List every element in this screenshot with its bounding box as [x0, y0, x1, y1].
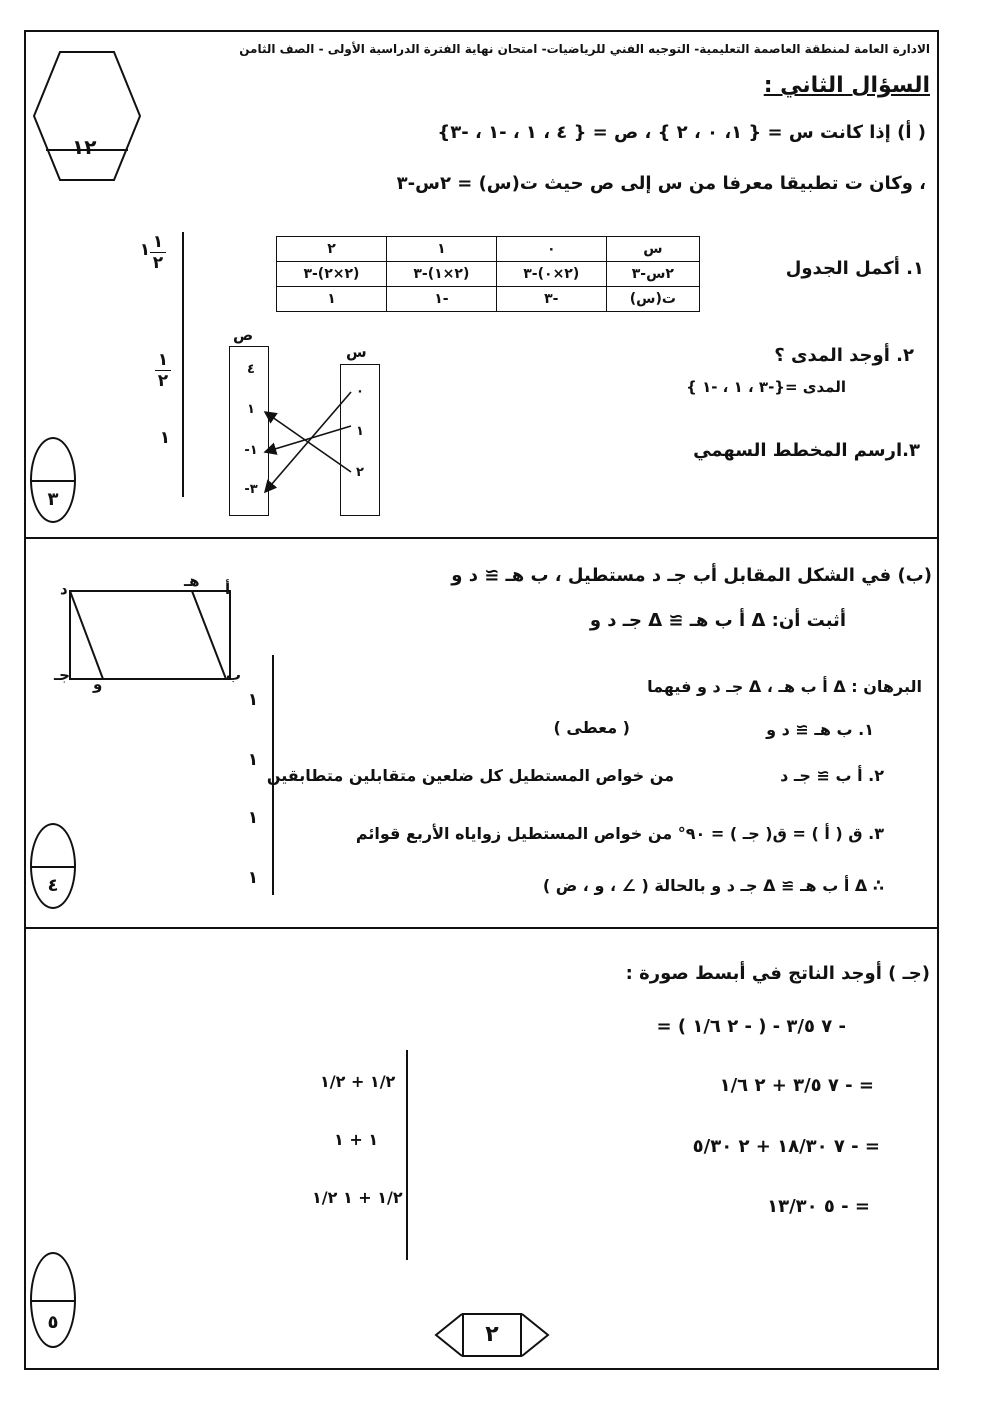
part-b-prove: أثبت أن: Δ أ ب هـ ≅ Δ جـ د و [589, 610, 846, 631]
page-frame [24, 30, 939, 1370]
section-divider-2 [24, 927, 939, 929]
domain-element: ٢ [356, 465, 364, 480]
proof-step1: ١. ب هـ ≅ د و [766, 720, 874, 739]
proof-conclusion: ∴ Δ أ ب هـ ≅ Δ جـ د و بالحالة ( ∠ ، و ، ض ) [542, 876, 884, 895]
table-cell: ٢ [277, 237, 387, 262]
domain-element: ١ [356, 424, 364, 439]
vertex-label-j: جـ [54, 666, 70, 684]
marks-divider [182, 232, 184, 497]
mark-half: ١ ٢ [150, 232, 166, 273]
part-b-statement: (ب) في الشكل المقابل أب جـ د مستطيل ، ب هـ ≅ د و [451, 565, 932, 586]
mark-arrow-diagram: ١ [159, 428, 171, 448]
mapping-arrows [229, 346, 381, 516]
table-row [277, 262, 700, 287]
section-divider-1 [24, 537, 939, 539]
part-c-line: = - ٧ ٣/٥ + ٢ ١/٦ [719, 1075, 874, 1096]
marks-divider [272, 655, 274, 895]
item-complete-table: ١. أكمل الجدول [785, 258, 924, 279]
part-c-line: = - ٥ ١٣/٣٠ [767, 1196, 870, 1217]
table-cell: ٢س-٣ [606, 262, 699, 287]
mark: ١ [247, 808, 259, 828]
mark-one: ١ [139, 240, 151, 260]
item-find-range: ٢. أوجد المدى ؟ [774, 345, 914, 366]
part-a-score-oval: ٣ [30, 437, 76, 523]
vertex-label-d: د [60, 580, 68, 598]
mark: ١ [247, 690, 259, 710]
part-a-line1: ( أ) إذا كانت س = { ١، ٠ ، ٢ } ، ص = { ٤ ، ١ ، -١ ، -٣} [437, 122, 926, 143]
table-cell: (٢×٢)-٣ [277, 262, 387, 287]
mark: ١/٢ + ١ ١/٢ [312, 1188, 403, 1207]
table-row [277, 237, 700, 262]
item-draw-arrow-diagram: ٣.ارسم المخطط السهمي [693, 440, 920, 461]
codomain-element: -١ [244, 443, 258, 458]
mark: ١ + ١ [334, 1130, 379, 1149]
table-cell: ٠ [496, 237, 606, 262]
mark-half-range: ١ ٢ [155, 350, 171, 391]
mark: ١ [247, 750, 259, 770]
proof-intro: البرهان : Δ أ ب هـ ، Δ جـ د و فيهما [647, 677, 922, 696]
part-c-score-oval: ٥ [30, 1252, 76, 1348]
table-cell: ١ [277, 287, 387, 312]
table-cell: س [606, 237, 699, 262]
codomain-element: ٤ [247, 362, 255, 377]
vertex-label-a: أ [225, 580, 231, 598]
range-answer: المدى ={-٣ ، ١ ، -١ } [686, 378, 846, 396]
codomain-label: ص [233, 326, 254, 344]
vertex-label-b: ب [226, 666, 242, 684]
vertex-label-h: هـ [184, 572, 200, 590]
vertex-label-w: و [93, 675, 103, 693]
table-cell: (٢×٠)-٣ [496, 262, 606, 287]
proof-step2: ٢. أ ب ≅ جـ د [780, 766, 884, 785]
codomain-element: -٣ [244, 482, 258, 497]
part-c-line: - ٧ ٣/٥ - ( - ٢ ١/٦ ) = [656, 1016, 846, 1037]
part-c-title: (جـ ) أوجد الناتج في أبسط صورة : [625, 963, 930, 984]
table-cell: -١ [386, 287, 496, 312]
total-score-hexagon [32, 50, 142, 182]
part-a-line2: ، وكان ت تطبيقا معرفا من س إلى ص حيث ت(س) = ٢س-٣ [396, 173, 926, 194]
part-b-score-oval: ٤ [30, 823, 76, 909]
table-cell: ١ [386, 237, 496, 262]
part-c-line: = - ٧ ١٨/٣٠ + ٢ ٥/٣٠ [692, 1136, 880, 1157]
page-number: ٢ [462, 1313, 522, 1357]
exam-header: الادارة العامة لمنطقة العاصمة التعليمية- التوجيه الفني للرياضيات- امتحان نهاية الفترة الدراسية الأولى - الصف الثامن [239, 42, 930, 56]
proof-step3: ٣. ق ( أ ) = ق( جـ ) = ٩٠° من خواص المستطيل زواياه الأربع قوائم [355, 824, 884, 843]
mark: ١/٢ + ١/٢ [320, 1072, 396, 1091]
table-row [277, 287, 700, 312]
domain-label: س [346, 343, 367, 361]
marks-divider [406, 1050, 408, 1260]
domain-element: ٠ [356, 384, 364, 399]
proof-step2-reason: من خواص المستطيل كل ضلعين متقابلين متطابقين [266, 766, 674, 785]
question-title: السؤال الثاني : [763, 73, 930, 98]
table-cell: ت(س) [606, 287, 699, 312]
rectangle-figure [60, 583, 250, 688]
total-score: ١٢ [72, 135, 97, 159]
mark: ١ [247, 868, 259, 888]
table-cell: (٢×١)-٣ [386, 262, 496, 287]
table-cell: -٣ [496, 287, 606, 312]
codomain-element: ١ [247, 402, 255, 417]
proof-step1-reason: ( معطى ) [553, 718, 630, 737]
values-table [276, 236, 700, 312]
